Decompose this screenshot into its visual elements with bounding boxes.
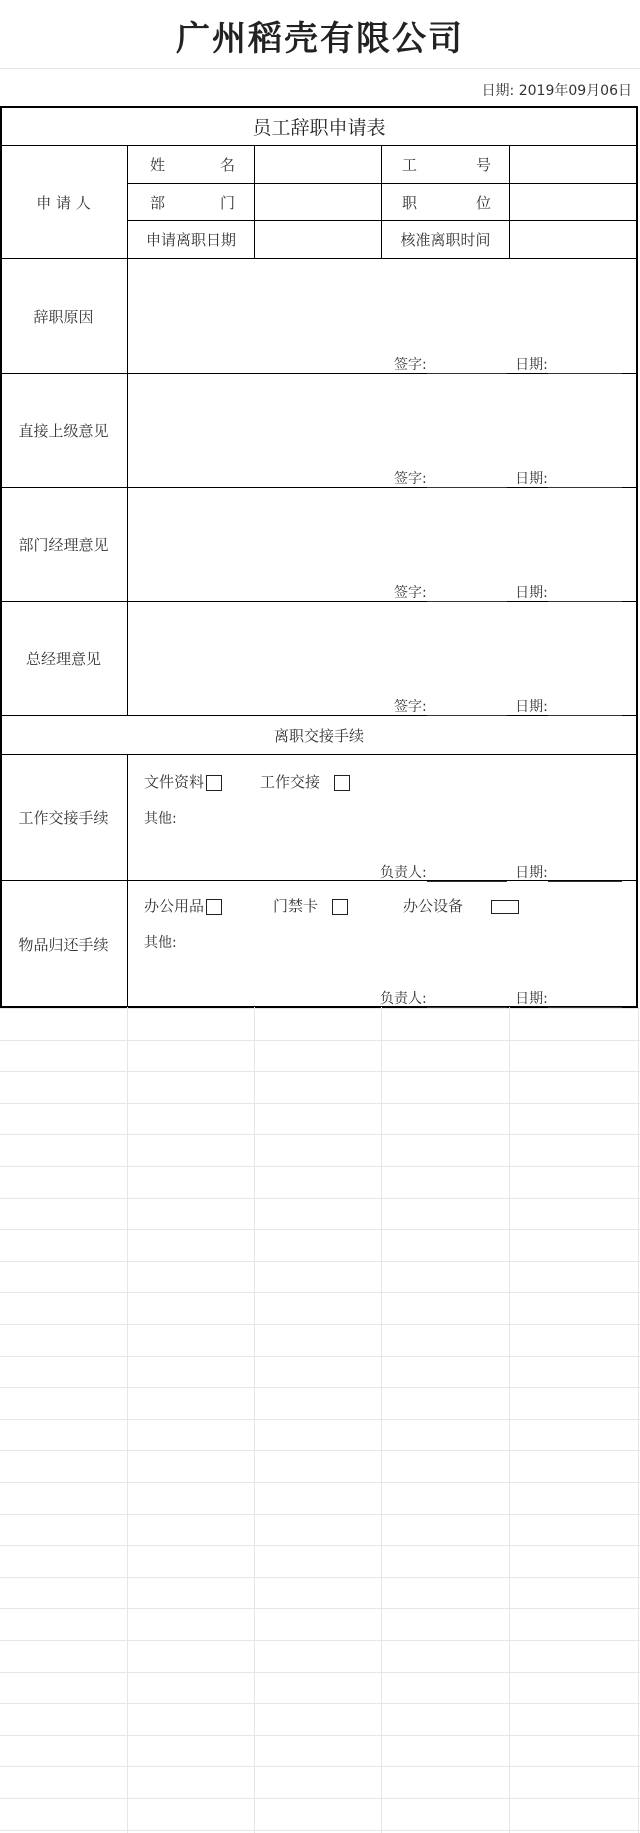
company-title: 广州稻壳有限公司 xyxy=(176,18,464,59)
dept-label: 部 门 xyxy=(150,193,235,212)
gridline xyxy=(0,1387,640,1388)
name-label: 姓 名 xyxy=(150,156,235,174)
signature-line[interactable] xyxy=(427,699,507,716)
gridline xyxy=(127,1007,128,1833)
dept-field[interactable] xyxy=(255,184,381,220)
gridline xyxy=(0,1482,640,1483)
work-transfer-item: 工作交接 xyxy=(260,771,350,792)
reason-field[interactable] xyxy=(128,259,637,349)
position-label: 职 位 xyxy=(402,193,491,212)
file-checkbox[interactable] xyxy=(206,775,222,791)
gridline xyxy=(0,1198,640,1199)
work-handover-label: 工作交接手续 xyxy=(18,809,109,827)
supervisor-field[interactable] xyxy=(128,374,637,464)
responsible-line[interactable] xyxy=(427,991,507,1008)
gridline xyxy=(0,1545,640,1546)
gridline xyxy=(0,1292,640,1293)
header-date-value: 2019年09月06日 xyxy=(518,83,632,99)
gridline xyxy=(0,1735,640,1736)
gridline xyxy=(638,1007,639,1833)
gridline xyxy=(0,1103,640,1104)
signature-line[interactable] xyxy=(427,471,507,488)
gridline xyxy=(0,1798,640,1799)
reason-label: 辞职原因 xyxy=(33,307,94,326)
work-other-label: 其他: xyxy=(144,811,177,827)
gridline xyxy=(0,1008,640,1009)
gridline xyxy=(0,1261,640,1262)
dept-manager-field[interactable] xyxy=(128,488,637,578)
header-date xyxy=(482,80,632,100)
gridline xyxy=(0,1672,640,1673)
work-transfer-checkbox[interactable] xyxy=(334,775,350,791)
gridline xyxy=(0,1356,640,1357)
gridline xyxy=(0,1577,640,1578)
access-card-checkbox[interactable] xyxy=(332,899,348,915)
date-line[interactable] xyxy=(548,471,622,488)
gridline xyxy=(254,1007,255,1833)
supervisor-label: 直接上级意见 xyxy=(18,422,109,440)
applicant-label: 申 请 人 xyxy=(36,193,91,212)
gridline xyxy=(0,1450,640,1451)
gridline xyxy=(0,1229,640,1230)
signature-line[interactable] xyxy=(427,357,507,374)
supervisor-signature: 签字: 日期: xyxy=(394,468,622,488)
file-item: 文件资料 xyxy=(144,771,222,792)
handover-section-title: 离职交接手续 xyxy=(273,726,364,745)
items-other-label: 其他: xyxy=(144,935,177,951)
dept-manager-label: 部门经理意见 xyxy=(18,536,109,554)
gridline xyxy=(0,1766,640,1767)
office-equipment-item: 办公设备 xyxy=(403,895,519,916)
gridline xyxy=(0,1608,640,1609)
gridline xyxy=(0,1071,640,1072)
gridline xyxy=(0,1640,640,1641)
job-no-field[interactable] xyxy=(510,146,637,183)
gm-signature: 签字: 日期: xyxy=(394,696,622,716)
gridline xyxy=(0,1134,640,1135)
name-field[interactable] xyxy=(255,146,381,183)
gm-label: 总经理意见 xyxy=(25,650,101,668)
gridline xyxy=(509,1007,510,1833)
items-return-label: 物品归还手续 xyxy=(18,935,109,954)
approve-date-label: 核准离职时间 xyxy=(400,231,491,249)
header-date-label: 日期: xyxy=(481,83,515,99)
gridline xyxy=(0,1514,640,1515)
job-no-label: 工 号 xyxy=(402,156,491,174)
apply-date-field[interactable] xyxy=(255,221,381,258)
gridline xyxy=(0,1040,640,1041)
gridline xyxy=(0,1419,640,1420)
form-title: 员工辞职申请表 xyxy=(252,116,386,139)
items-return-signature: 负责人: 日期: xyxy=(380,988,622,1008)
date-line[interactable] xyxy=(548,585,622,602)
position-field[interactable] xyxy=(510,184,637,220)
work-handover-signature: 负责人: 日期: xyxy=(380,862,622,882)
date-line[interactable] xyxy=(548,357,622,374)
dept-manager-signature: 签字: 日期: xyxy=(394,582,622,602)
signature-line[interactable] xyxy=(427,585,507,602)
office-equipment-checkbox[interactable] xyxy=(491,900,519,914)
gridline xyxy=(0,1324,640,1325)
reason-signature: 签字: 日期: xyxy=(394,354,622,374)
date-line[interactable] xyxy=(548,699,622,716)
office-supplies-checkbox[interactable] xyxy=(206,899,222,915)
gm-field[interactable] xyxy=(128,602,637,692)
date-line[interactable] xyxy=(548,865,622,882)
responsible-line[interactable] xyxy=(427,865,507,882)
gridline xyxy=(0,1830,640,1831)
office-supplies-item: 办公用品 xyxy=(144,895,222,916)
apply-date-label: 申请离职日期 xyxy=(145,231,236,249)
gridline xyxy=(0,68,640,69)
access-card-item: 门禁卡 xyxy=(273,895,348,916)
gridline xyxy=(381,1007,382,1833)
gridline xyxy=(0,1703,640,1704)
date-line[interactable] xyxy=(548,991,622,1008)
gridline xyxy=(0,1166,640,1167)
approve-date-field[interactable] xyxy=(510,221,637,258)
